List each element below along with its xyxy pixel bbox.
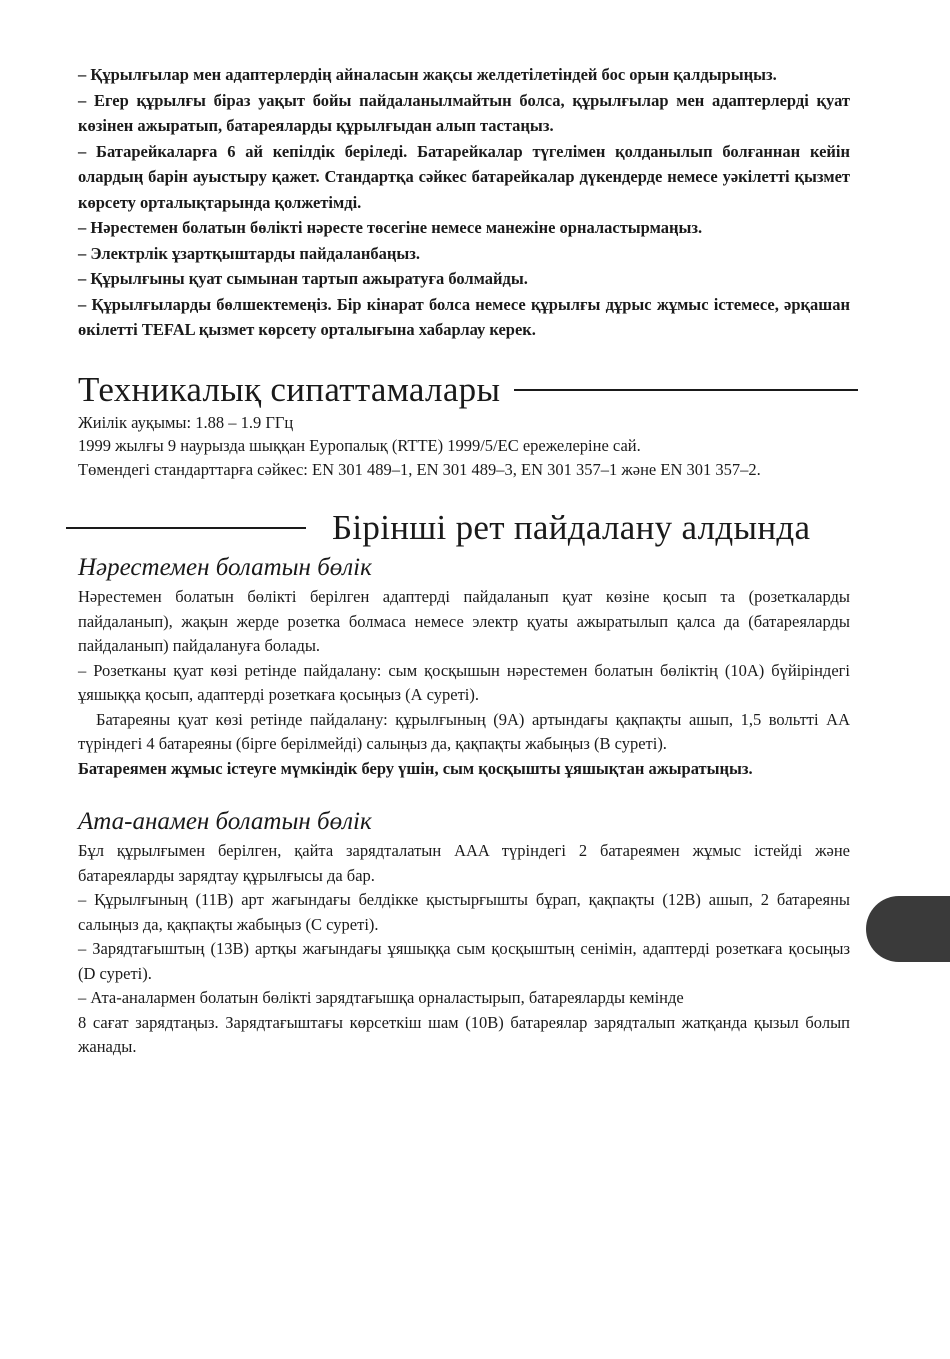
warning-item: – Электрлік ұзартқыштарды пайдаланбаңыз. <box>78 243 421 263</box>
paragraph: – Құрылғының (11B) арт жағындағы белдікке қыстырғышты бұрап, қақпақты (12B) ашып, 2 батареяны салыңыз да, қақпақты жабыңыз (С суреті). <box>78 890 850 934</box>
paragraph: 8 сағат зарядтаңыз. Зарядтағыштағы көрсеткіш шам (10B) батареялар зарядталып жатқанда қызыл болып жанады. <box>78 1012 850 1056</box>
spec-line: Жиілік ауқымы: 1.88 – 1.9 ГГц <box>78 412 294 432</box>
paragraph: Нәрестемен болатын бөлікті берілген адаптерді пайдаланып қуат көзіне қосып та (розеткаларды пайдаланып), жақын жерде розетка болмаса немесе электр қуаты ажыратылып қалса да (батареяларды пайдаланып) пайдалануға болады. <box>78 587 850 655</box>
tech-specs <box>78 411 850 482</box>
heading-rule <box>514 389 858 391</box>
warning-item: – Егер құрылғы біраз уақыт бойы пайдаланылмайтын болса, құрылғылар мен адаптерлерді қуат көзінен ажыратып, батареяларды құрылғыдан алып тастаңыз. <box>78 90 850 135</box>
baby-unit-subheading: Нәрестемен болатын бөлік <box>78 554 372 581</box>
parent-unit-text <box>78 839 850 1060</box>
warning-item: – Құрылғыларды бөлшектемеңіз. Бір кінарат болса немесе құрылғы дұрыс жұмыс істемесе, әрқашан өкілетті TEFAL қызмет көрсету орталығына хабарлау керек. <box>78 294 850 339</box>
parent-unit-subheading: Ата-анамен болатын бөлік <box>78 808 372 835</box>
warnings-list <box>78 62 850 343</box>
spec-line: 1999 жылғы 9 наурызда шыққан Еуропалық (RTTE) 1999/5/EC ережелеріне сай. <box>78 436 641 455</box>
warning-item: – Құрылғыны қуат сымынан тартып ажыратуға болмайды. <box>78 269 528 288</box>
tech-heading-row <box>78 369 850 411</box>
heading-rule <box>66 527 306 529</box>
warning-item: – Нәрестемен болатын бөлікті нәресте төсегіне немесе манежіне орналастырмаңыз. <box>78 218 703 237</box>
spec-line: Төмендегі стандарттарға сәйкес: EN 301 489–1, EN 301 489–3, EN 301 357–1 және EN 301 357–2. <box>78 459 761 479</box>
paragraph: – Ата-аналармен болатын бөлікті зарядтағышқа орналастырып, батареяларды кемінде <box>78 988 684 1007</box>
first-use-heading-row <box>78 507 850 549</box>
first-use-heading: Бірінші рет пайдалану алдында <box>332 508 811 547</box>
paragraph: – Розетканы қуат көзі ретінде пайдалану: сым қосқышын нәрестемен болатын бөліктің (10А) бүйіріндегі ұяшыққа қосып, адаптерді розеткаға қосыңыз (А суреті). <box>78 660 850 704</box>
page-edge-tab <box>866 896 950 962</box>
tech-heading: Техникалық сипаттамалары <box>78 369 501 409</box>
baby-unit-text <box>78 585 850 781</box>
paragraph-bold: Батареямен жұмыс істеуге мүмкіндік беру үшін, сым қосқышты ұяшықтан ажыратыңыз. <box>78 758 753 778</box>
page-content <box>78 62 850 1060</box>
paragraph: Батареяны қуат көзі ретінде пайдалану: құрылғының (9А) артындағы қақпақты ашып, 1,5 вольтті AA түріндегі 4 батареяны (бірге берілмейді) салыңыз да, қақпақты жабыңыз (В суреті). <box>78 709 850 753</box>
warning-item: – Батарейкаларға 6 ай кепілдік беріледі. Батарейкалар түгелімен қолданылып болғаннан кейін олардың барін ауыстыру қажет. Стандартқа сәйкес батарейкалар дүкендерде немесе уәкілетті қызмет көрсету орталықтарында қолжетімді. <box>78 141 850 212</box>
paragraph: Бұл құрылғымен берілген, қайта зарядталатын AAA түріндегі 2 батареямен жұмыс істейді және батареяларды зарядтау құрылғысы да бар. <box>78 841 850 885</box>
paragraph: – Зарядтағыштың (13B) артқы жағындағы ұяшыққа сым қосқыштың сенімін, адаптерді розеткаға қосыңыз (D суреті). <box>78 939 850 983</box>
warning-item: – Құрылғылар мен адаптерлердің айналасын жақсы желдетілетіндей бос орын қалдырыңыз. <box>78 65 777 84</box>
